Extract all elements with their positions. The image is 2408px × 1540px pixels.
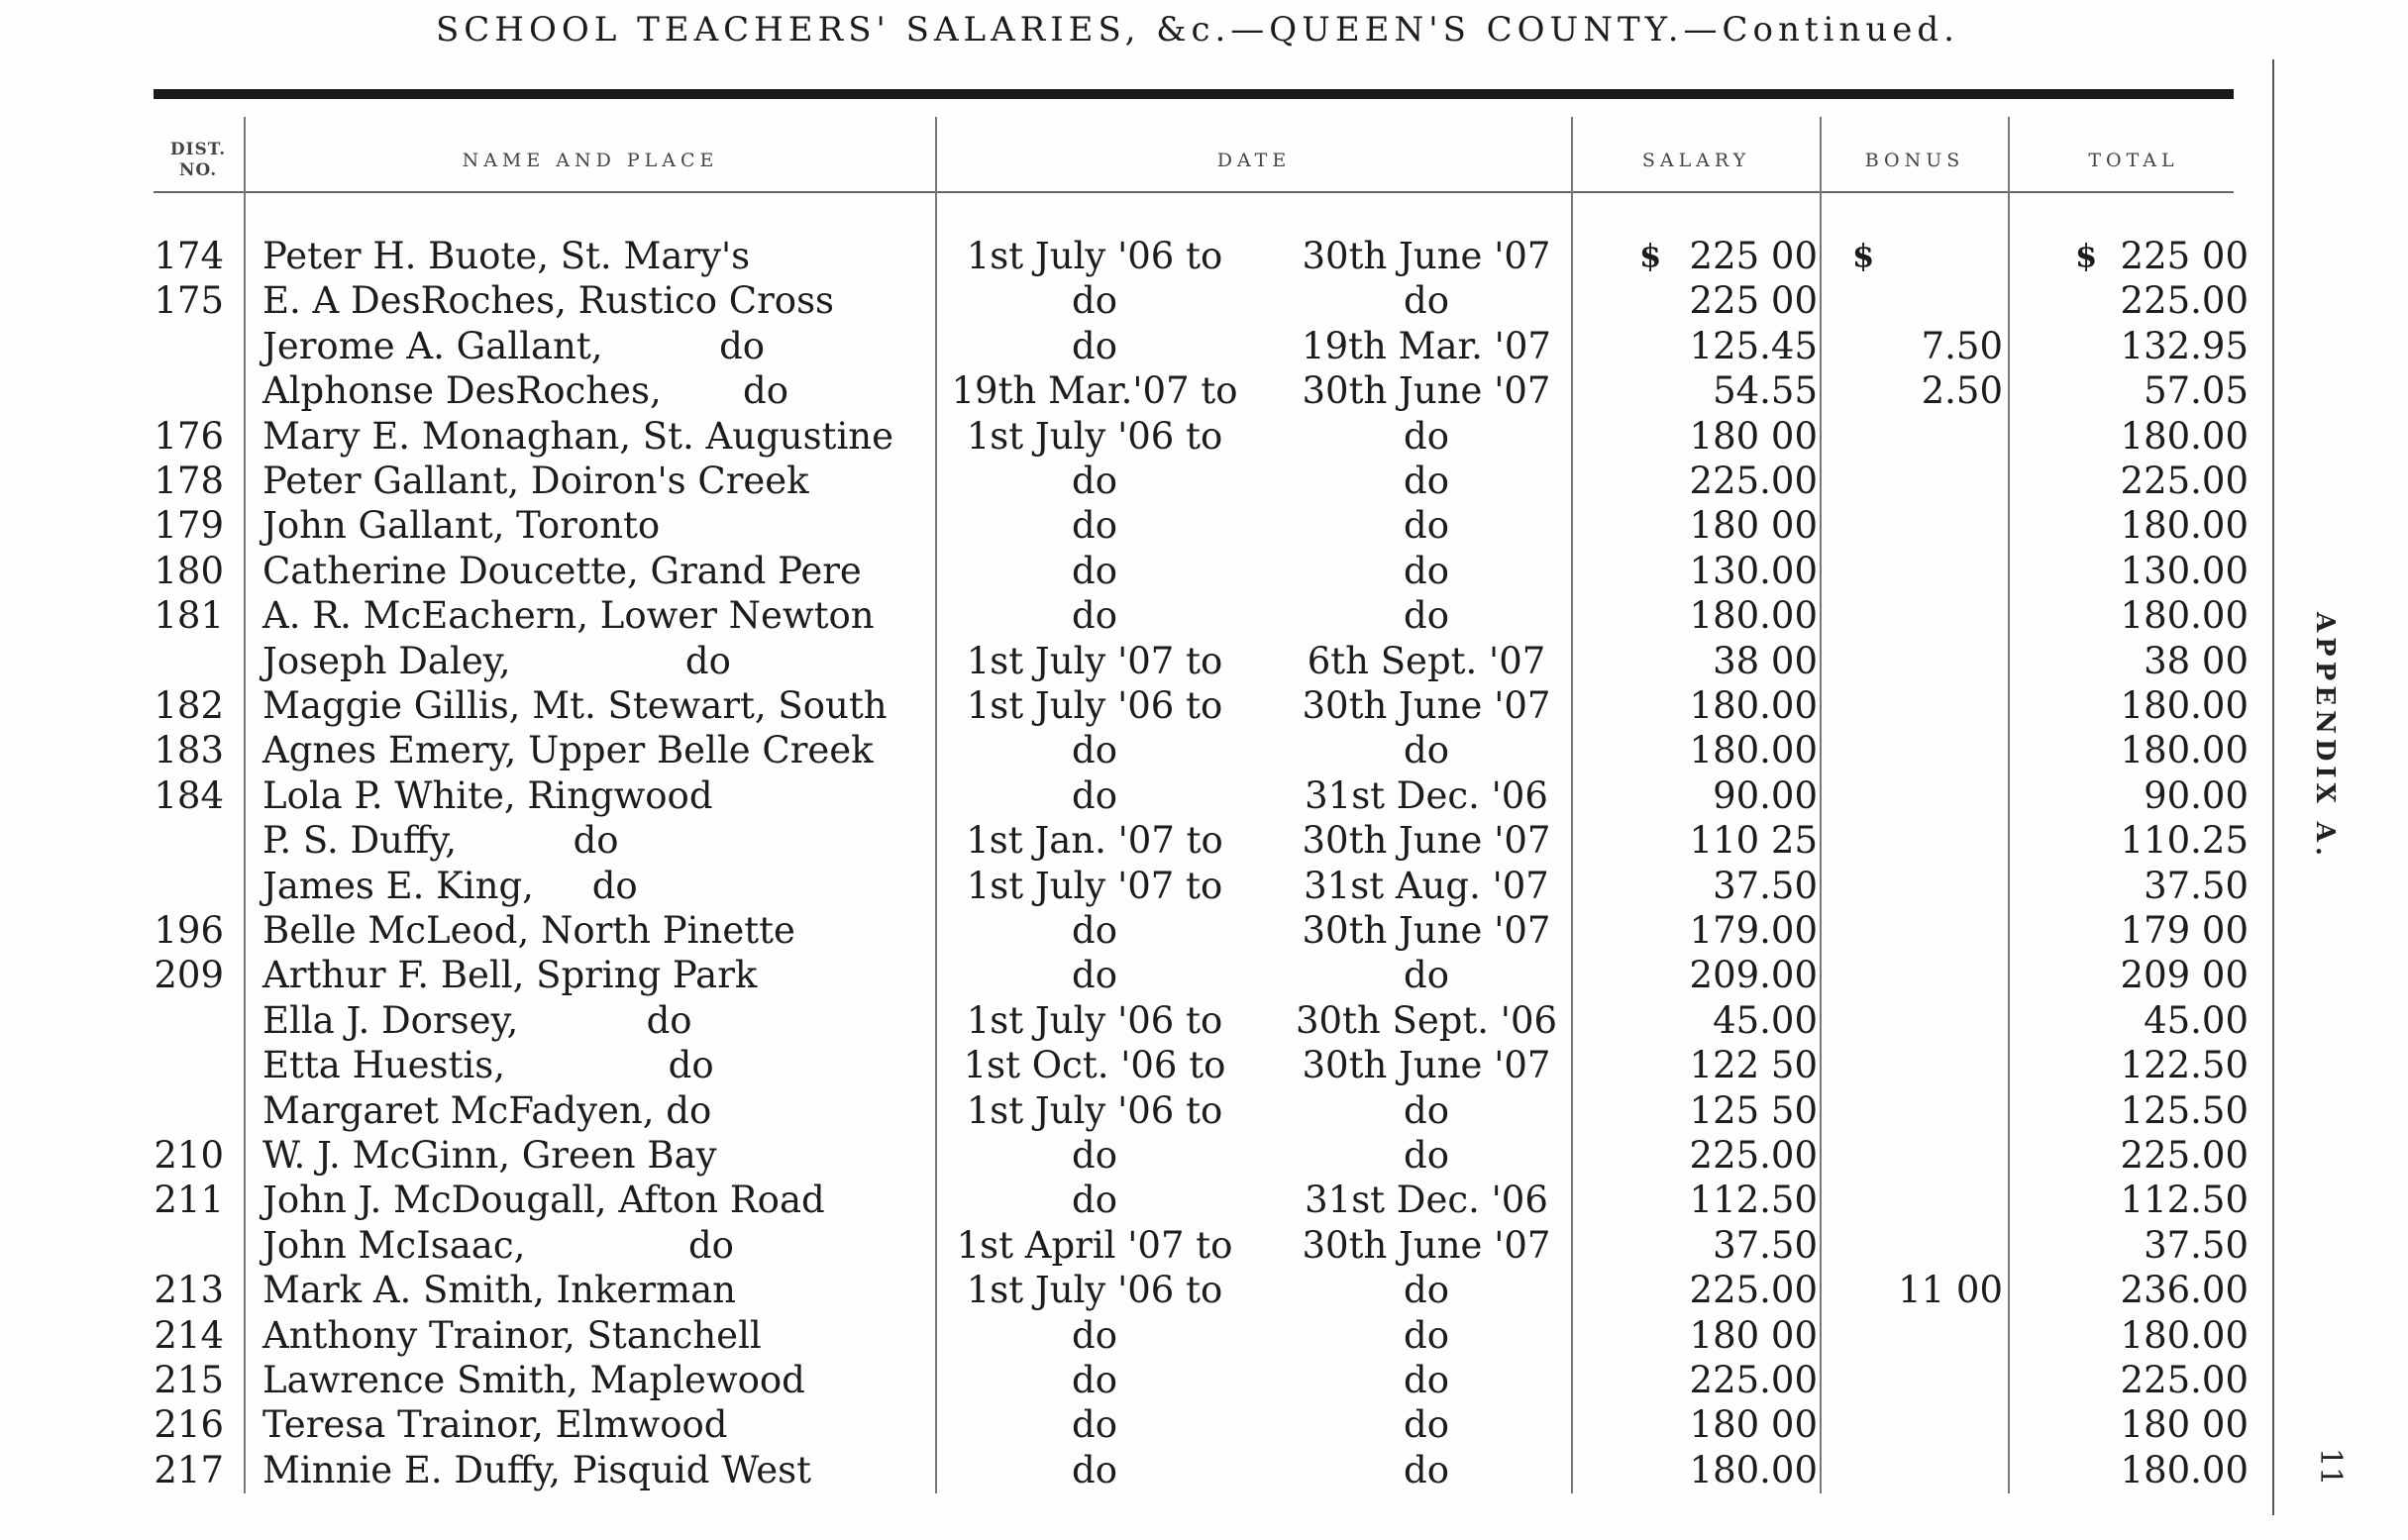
bonus-cell — [1823, 459, 2003, 503]
total-cell: 132.95 — [2120, 324, 2249, 367]
header-dist-line1: DIST. — [169, 140, 227, 159]
date-from-cell: 1st July '06 to — [966, 684, 1223, 727]
date-from-cell: do — [1072, 909, 1117, 952]
date-to-cell: do — [1404, 279, 1449, 323]
date-to-cell: 30th June '07 — [1302, 909, 1551, 952]
table-row — [0, 1043, 2278, 1087]
name-cell: Agnes Emery, Upper Belle Creek — [262, 729, 874, 772]
salary-cell: 180 00 — [1689, 414, 1818, 458]
date-to-cell: 6th Sept. '07 — [1307, 639, 1546, 682]
bonus-cell — [1823, 234, 2003, 278]
table-row — [0, 414, 2278, 459]
bonus-cell — [1823, 1402, 2003, 1447]
dist-cell: 217 — [154, 1448, 224, 1491]
dollar-sign: $ — [1639, 237, 1662, 274]
dist-cell: 181 — [154, 594, 224, 638]
table-row — [0, 459, 2278, 503]
table-row — [0, 1223, 2278, 1268]
header-salary: SALARY — [1641, 150, 1751, 171]
salary-cell: 180.00 — [1689, 729, 1818, 772]
bonus-cell — [1823, 1448, 2003, 1492]
date-to-cell: 30th June '07 — [1302, 235, 1551, 277]
bonus-cell — [1823, 549, 2003, 593]
date-from-cell: do — [1072, 1313, 1117, 1357]
dist-cell: 178 — [154, 460, 224, 502]
table-row — [0, 503, 2278, 548]
name-cell: Ella J. Dorsey, do — [262, 998, 692, 1042]
bonus-cell — [1823, 998, 2003, 1043]
salary-cell: 180 00 — [1689, 504, 1818, 548]
date-to-cell: do — [1404, 460, 1449, 502]
top-rule — [154, 89, 2234, 99]
table-row — [0, 639, 2278, 683]
date-from-cell: do — [1072, 279, 1117, 323]
date-to-cell: 31st Aug. '07 — [1304, 864, 1549, 907]
salary-cell: 180.00 — [1689, 594, 1818, 638]
header-name: NAME AND PLACE — [462, 150, 719, 171]
date-from-cell: 1st July '07 to — [966, 864, 1223, 907]
total-cell: 179 00 — [2120, 909, 2249, 952]
total-cell: 110.25 — [2120, 819, 2249, 863]
dist-cell — [147, 1088, 224, 1133]
date-to-cell: 31st Dec. '06 — [1305, 1179, 1548, 1222]
total-cell: 37.50 — [2144, 1223, 2249, 1267]
dist-cell: 196 — [154, 909, 224, 952]
date-to-cell: 30th June '07 — [1302, 1223, 1551, 1267]
total-cell: 225.00 — [2120, 1359, 2249, 1401]
salary-cell: 37.50 — [1713, 864, 1818, 907]
name-cell: Lawrence Smith, Maplewood — [262, 1359, 805, 1401]
date-from-cell: do — [1072, 1179, 1117, 1222]
date-from-cell: do — [1072, 549, 1117, 592]
name-cell: Peter Gallant, Doiron's Creek — [262, 460, 809, 502]
dist-cell: 179 — [154, 504, 224, 548]
name-cell: Anthony Trainor, Stanchell — [262, 1313, 762, 1357]
bonus-cell — [1823, 773, 2003, 818]
salary-cell: 122 50 — [1689, 1044, 1818, 1087]
salary-cell: 225 00 — [1689, 235, 1818, 277]
total-cell: 225.00 — [2120, 1134, 2249, 1177]
salary-cell: 90.00 — [1713, 773, 1818, 817]
bonus-cell — [1823, 1358, 2003, 1402]
date-from-cell: do — [1072, 594, 1117, 638]
date-to-cell: 30th June '07 — [1302, 819, 1551, 863]
total-cell: 180.00 — [2120, 504, 2249, 548]
total-cell: 112.50 — [2120, 1179, 2249, 1222]
table-row — [0, 1133, 2278, 1178]
bonus-cell — [1823, 1223, 2003, 1268]
salary-cell: 180 00 — [1689, 1313, 1818, 1357]
dist-cell — [147, 368, 224, 413]
total-cell: 225.00 — [2120, 279, 2249, 323]
table-row — [0, 1088, 2278, 1133]
bonus-cell — [1823, 728, 2003, 772]
date-from-cell: 1st July '06 to — [966, 235, 1223, 277]
name-cell: Teresa Trainor, Elmwood — [262, 1403, 728, 1447]
date-to-cell: do — [1404, 729, 1449, 772]
name-cell: Belle McLeod, North Pinette — [262, 909, 795, 952]
date-to-cell: 30th Sept. '06 — [1295, 998, 1558, 1042]
dist-cell: 182 — [154, 684, 224, 727]
table-row — [0, 1268, 2278, 1312]
total-cell: 45.00 — [2144, 998, 2249, 1042]
date-to-cell: do — [1404, 954, 1449, 997]
bonus-cell — [1823, 683, 2003, 728]
bonus-cell — [1823, 953, 2003, 997]
bonus-cell — [1823, 1133, 2003, 1178]
salary-cell: 180.00 — [1689, 1448, 1818, 1491]
dist-cell: 214 — [154, 1313, 224, 1357]
date-from-cell: do — [1072, 460, 1117, 502]
date-from-cell: 1st July '06 to — [966, 998, 1223, 1042]
date-to-cell: 19th Mar. '07 — [1302, 324, 1551, 367]
name-cell: Margaret McFadyen, do — [262, 1088, 712, 1132]
total-cell: 37.50 — [2144, 864, 2249, 907]
bonus-cell — [1823, 1088, 2003, 1133]
name-cell: Minnie E. Duffy, Pisquid West — [262, 1448, 811, 1491]
total-cell: 180.00 — [2120, 414, 2249, 458]
date-to-cell: do — [1404, 1403, 1449, 1447]
bonus-cell: 2.50 — [1921, 369, 2003, 413]
salary-cell: 209.00 — [1689, 954, 1818, 997]
name-cell: E. A DesRoches, Rustico Cross — [262, 279, 835, 323]
name-cell: Lola P. White, Ringwood — [262, 773, 713, 817]
salary-cell: 125 50 — [1689, 1088, 1818, 1132]
date-from-cell: do — [1072, 1403, 1117, 1447]
table-row — [0, 998, 2278, 1043]
side-label: APPENDIX A. — [2310, 612, 2340, 862]
header-rule — [154, 191, 2234, 193]
salary-cell: 225.00 — [1689, 1269, 1818, 1312]
date-from-cell: do — [1072, 1448, 1117, 1491]
total-cell: 209 00 — [2120, 954, 2249, 997]
table-row — [0, 593, 2278, 638]
date-from-cell: 1st July '06 to — [966, 1269, 1223, 1312]
date-from-cell: do — [1072, 504, 1117, 548]
total-cell: 38 00 — [2144, 639, 2249, 682]
name-cell: Mark A. Smith, Inkerman — [262, 1269, 736, 1312]
date-to-cell: do — [1404, 414, 1449, 458]
salary-cell: 125.45 — [1689, 324, 1818, 367]
salary-cell: 179.00 — [1689, 909, 1818, 952]
date-to-cell: do — [1404, 1269, 1449, 1312]
dist-cell: 183 — [154, 729, 224, 772]
date-to-cell: do — [1404, 549, 1449, 592]
table-row — [0, 728, 2278, 772]
name-cell: A. R. McEachern, Lower Newton — [262, 594, 875, 638]
table-row — [0, 278, 2278, 323]
salary-cell: 180 00 — [1689, 1403, 1818, 1447]
name-cell: John McIsaac, do — [262, 1223, 734, 1267]
total-cell: 180 00 — [2120, 1403, 2249, 1447]
header-total: TOTAL — [2088, 150, 2179, 171]
total-cell: 180.00 — [2120, 1313, 2249, 1357]
dist-cell — [147, 1223, 224, 1268]
date-from-cell: do — [1072, 954, 1117, 997]
table-row — [0, 1313, 2278, 1358]
dist-cell — [147, 1043, 224, 1087]
bonus-cell — [1823, 278, 2003, 323]
bonus-cell: 7.50 — [1921, 324, 2003, 367]
table-row — [0, 234, 2278, 278]
table-row — [0, 953, 2278, 997]
table-row — [0, 324, 2278, 368]
dist-cell: 210 — [154, 1134, 224, 1177]
salary-cell: 54.55 — [1713, 369, 1818, 413]
page-number: 11 — [2313, 1448, 2348, 1487]
salary-cell: 38 00 — [1713, 639, 1818, 682]
bonus-cell — [1823, 1043, 2003, 1087]
name-cell: James E. King, do — [262, 864, 638, 907]
total-cell: 180.00 — [2120, 729, 2249, 772]
table-row — [0, 1358, 2278, 1402]
date-to-cell: 30th June '07 — [1302, 684, 1551, 727]
date-from-cell: 1st Oct. '06 to — [963, 1044, 1226, 1087]
date-to-cell: do — [1404, 504, 1449, 548]
dist-cell: 176 — [154, 414, 224, 458]
date-to-cell: 31st Dec. '06 — [1305, 773, 1548, 817]
name-cell: John Gallant, Toronto — [262, 504, 661, 548]
bonus-cell — [1823, 1313, 2003, 1358]
date-from-cell: 1st April '07 to — [956, 1223, 1233, 1267]
dist-cell — [147, 818, 224, 863]
dollar-sign: $ — [2075, 237, 2098, 274]
table-row — [0, 683, 2278, 728]
dist-cell: 175 — [154, 279, 224, 323]
bonus-cell — [1823, 818, 2003, 863]
salary-cell: 225.00 — [1689, 460, 1818, 502]
header-dist-line2: NO. — [178, 160, 218, 180]
date-from-cell: do — [1072, 729, 1117, 772]
total-cell: 225.00 — [2120, 460, 2249, 502]
bonus-cell — [1823, 1178, 2003, 1222]
page-title: SCHOOL TEACHERS' SALARIES, &c.—QUEEN'S COUNTY.—Continued. — [436, 10, 1959, 50]
name-cell: Peter H. Buote, St. Mary's — [262, 235, 751, 277]
table-row — [0, 1448, 2278, 1492]
bonus-cell — [1823, 639, 2003, 683]
dollar-sign: $ — [1852, 237, 1875, 274]
dist-cell: 215 — [154, 1359, 224, 1401]
date-to-cell: do — [1404, 1448, 1449, 1491]
salary-cell: 45.00 — [1713, 998, 1818, 1042]
bonus-cell — [1823, 593, 2003, 638]
salary-cell: 225.00 — [1689, 1359, 1818, 1401]
salary-cell: 37.50 — [1713, 1223, 1818, 1267]
date-to-cell: do — [1404, 1134, 1449, 1177]
date-from-cell: 1st July '06 to — [966, 1088, 1223, 1132]
total-cell: 130.00 — [2120, 549, 2249, 592]
date-from-cell: do — [1072, 1134, 1117, 1177]
table-row — [0, 1178, 2278, 1222]
total-cell: 57.05 — [2144, 369, 2249, 413]
date-to-cell: do — [1404, 594, 1449, 638]
salary-cell: 112.50 — [1689, 1179, 1818, 1222]
salary-cell: 130.00 — [1689, 549, 1818, 592]
date-from-cell: do — [1072, 1359, 1117, 1401]
dist-cell: 216 — [154, 1403, 224, 1447]
date-to-cell: do — [1404, 1359, 1449, 1401]
date-to-cell: 30th June '07 — [1302, 1044, 1551, 1087]
total-cell: 180.00 — [2120, 684, 2249, 727]
table-row — [0, 773, 2278, 818]
dist-cell: 209 — [154, 954, 224, 997]
bonus-cell — [1823, 414, 2003, 459]
total-cell: 125.50 — [2120, 1088, 2249, 1132]
salary-cell: 225 00 — [1689, 279, 1818, 323]
header-date: DATE — [1216, 150, 1292, 171]
name-cell: Joseph Daley, do — [262, 639, 731, 682]
name-cell: Arthur F. Bell, Spring Park — [262, 954, 758, 997]
dist-cell: 184 — [154, 773, 224, 817]
date-from-cell: 1st Jan. '07 to — [966, 819, 1223, 863]
salary-cell: 225.00 — [1689, 1134, 1818, 1177]
bonus-cell — [1823, 864, 2003, 908]
total-cell: 180.00 — [2120, 594, 2249, 638]
dist-cell — [147, 998, 224, 1043]
total-cell: 90.00 — [2144, 773, 2249, 817]
name-cell: Mary E. Monaghan, St. Augustine — [262, 414, 894, 458]
date-from-cell: do — [1072, 773, 1117, 817]
total-cell: 180.00 — [2120, 1448, 2249, 1491]
table-row — [0, 549, 2278, 593]
bonus-cell — [1823, 503, 2003, 548]
date-from-cell: 1st July '07 to — [966, 639, 1223, 682]
header-dist — [154, 131, 243, 190]
date-from-cell: 19th Mar.'07 to — [951, 369, 1238, 413]
table-row — [0, 818, 2278, 863]
name-cell: John J. McDougall, Afton Road — [262, 1179, 825, 1222]
salary-cell: 180.00 — [1689, 684, 1818, 727]
table-row — [0, 864, 2278, 908]
total-cell: 225 00 — [2120, 235, 2249, 277]
name-cell: Alphonse DesRoches, do — [262, 369, 788, 413]
table-row — [0, 1402, 2278, 1447]
name-cell: Catherine Doucette, Grand Pere — [262, 549, 862, 592]
bonus-cell — [1823, 908, 2003, 953]
date-to-cell: do — [1404, 1313, 1449, 1357]
name-cell: W. J. McGinn, Green Bay — [262, 1134, 717, 1177]
dist-cell: 213 — [154, 1269, 224, 1312]
date-to-cell: 30th June '07 — [1302, 369, 1551, 413]
date-to-cell: do — [1404, 1088, 1449, 1132]
table-row — [0, 908, 2278, 953]
salary-cell: 110 25 — [1689, 819, 1818, 863]
name-cell: P. S. Duffy, do — [262, 819, 619, 863]
dist-cell — [147, 324, 224, 368]
date-from-cell: 1st July '06 to — [966, 414, 1223, 458]
dist-cell — [147, 864, 224, 908]
total-cell: 122.50 — [2120, 1044, 2249, 1087]
name-cell: Maggie Gillis, Mt. Stewart, South — [262, 684, 888, 727]
dist-cell: 180 — [154, 549, 224, 592]
table-row — [0, 368, 2278, 413]
date-from-cell: do — [1072, 324, 1117, 367]
dist-cell — [147, 639, 224, 683]
name-cell: Jerome A. Gallant, do — [262, 324, 766, 367]
dist-cell: 211 — [154, 1179, 224, 1222]
total-cell: 236.00 — [2120, 1269, 2249, 1312]
bonus-cell: 11 00 — [1898, 1269, 2003, 1312]
name-cell: Etta Huestis, do — [262, 1044, 714, 1087]
header-bonus: BONUS — [1864, 150, 1965, 171]
dist-cell: 174 — [154, 235, 224, 277]
